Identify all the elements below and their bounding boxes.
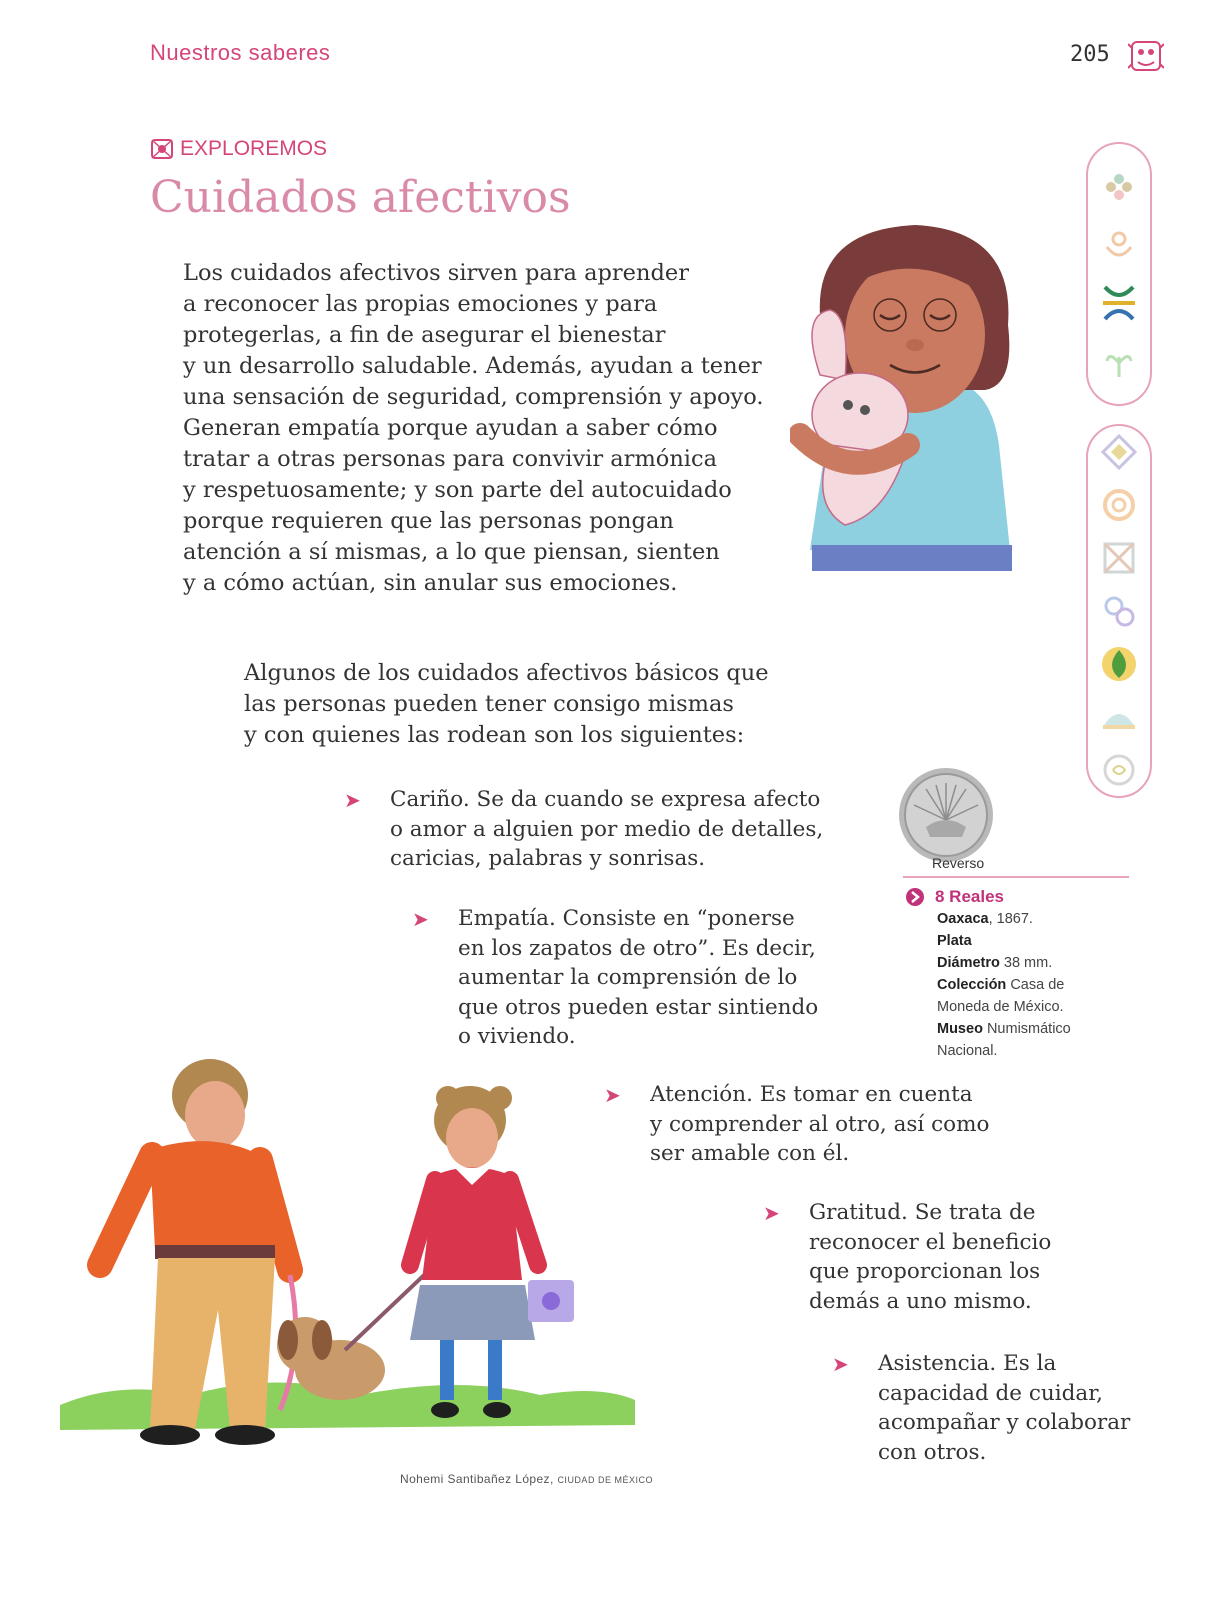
intro-line: porque requieren que las personas pongan (183, 508, 674, 534)
kicker-text: EXPLOREMOS (180, 137, 328, 160)
square-star-icon (1096, 538, 1142, 579)
bullet-arrow-icon: ➤ (604, 1083, 621, 1107)
bullet-arrow-icon: ➤ (412, 907, 429, 931)
list-item-gratitud (763, 1198, 1083, 1316)
leaf-icon (1096, 643, 1142, 684)
spiral-icon (1096, 485, 1142, 526)
item-line: reconocer el beneficio (809, 1229, 1052, 1255)
child-hugging-bunny-illustration (790, 215, 1040, 585)
item-line: caricias, palabras y sonrisas. (390, 846, 706, 871)
circles-icon (1096, 591, 1142, 632)
aztec-glyph-icon (1128, 38, 1164, 74)
item-line: o amor a alguien por medio de detalles, (390, 816, 824, 842)
section-kicker (150, 137, 327, 161)
illustration-credit (400, 1472, 653, 1486)
item-line: en los zapatos de otro”. Es decir, (458, 935, 816, 961)
intro-line: Generan empatía porque ayudan a saber cómo (183, 415, 718, 441)
intro-line: y un desarrollo saludable. Además, ayudan a tener (183, 353, 762, 379)
coin-details (905, 886, 1125, 1062)
intro-line: protegerlas, a fin de asegurar el bienestar (183, 322, 666, 348)
coin-museum-value-2: Nacional. (937, 1043, 998, 1059)
intro-line: tratar a otras personas para convivir armónica (183, 446, 718, 472)
credit-city: CIUDAD DE MÉXICO (557, 1475, 653, 1485)
coin-museum-label: Museo (937, 1021, 983, 1037)
coin-material: Plata (937, 933, 972, 949)
list-item-empatia (412, 904, 832, 1052)
intro-line: una sensación de seguridad, comprensión y apoyo. (183, 384, 764, 410)
item-line: Cariño. Se da cuando se expresa afecto (390, 787, 821, 812)
item-line: y comprender al otro, así como (650, 1111, 990, 1137)
flower-glyph-icon (150, 138, 174, 160)
mound-icon (1096, 696, 1142, 737)
coin-diameter-label: Diámetro (937, 955, 1000, 971)
bullet-arrow-icon: ➤ (344, 788, 361, 812)
running-header: Nuestros saberes (150, 40, 331, 65)
sun-figure-icon (1096, 222, 1142, 268)
coin-image (896, 765, 996, 865)
item-line: aumentar la comprensión de lo (458, 965, 798, 990)
list-item-carino (344, 785, 824, 874)
page-title: Cuidados afectivos (150, 172, 571, 223)
coin-diameter-value: 38 mm. (999, 955, 1053, 971)
lead-line: las personas pueden tener consigo mismas (244, 691, 734, 717)
lead-line: Algunos de los cuidados afectivos básicos que (244, 660, 769, 686)
page-number: 205 (1070, 42, 1110, 67)
coin-museum-value: Numismático (982, 1021, 1071, 1037)
coin-collection-value: Casa de (1006, 977, 1065, 993)
coin-collection-label: Colección (937, 977, 1007, 993)
bullet-arrow-icon: ➤ (832, 1352, 849, 1376)
flower-icon (1096, 164, 1142, 210)
coin-divider (903, 876, 1129, 878)
intertwined-icon (1096, 280, 1142, 326)
intro-line: Los cuidados afectivos sirven para aprender (183, 260, 689, 286)
item-line: con otros. (878, 1439, 987, 1465)
bullet-arrow-icon: ➤ (763, 1201, 780, 1225)
credit-artist: Nohemi Santibañez López, (400, 1472, 558, 1486)
item-line: Asistencia. Es la (878, 1351, 1057, 1376)
coin-collection-value-2: Moneda de México. (937, 999, 1064, 1015)
intro-line: atención a sí mismas, a lo que piensan, sienten (183, 539, 720, 565)
list-item-atencion (604, 1080, 1004, 1169)
item-line: ser amable con él. (650, 1141, 850, 1166)
intro-line: y a cómo actúan, sin anular sus emociones. (183, 570, 678, 596)
sidebar-group-1 (1086, 142, 1152, 406)
item-line: que proporcionan los (809, 1259, 1041, 1284)
sidebar-group-2 (1086, 424, 1152, 798)
coin-name: 8 Reales (935, 887, 1004, 906)
list-item-asistencia (832, 1349, 1162, 1467)
item-line: acompañar y colaborar (878, 1410, 1131, 1435)
item-line: capacidad de cuidar, (878, 1380, 1103, 1406)
item-line: Empatía. Consiste en “ponerse (458, 906, 795, 931)
intro-line: a reconocer las propias emociones y para (183, 291, 658, 317)
family-walking-dog-illustration (60, 1050, 640, 1470)
item-line: demás a uno mismo. (809, 1288, 1032, 1314)
lead-line: y con quienes las rodean son los siguientes: (244, 722, 745, 748)
item-line: Gratitud. Se trata de (809, 1200, 1036, 1225)
coin-caption: Reverso (932, 855, 985, 871)
coin-arrow-icon (905, 887, 925, 907)
coin-place-value: , 1867. (988, 911, 1033, 927)
diamond-icon (1096, 432, 1142, 473)
intro-line: y respetuosamente; y son parte del autocuidado (183, 477, 732, 503)
sprout-figure-icon (1096, 338, 1142, 384)
item-line: que otros pueden estar sintiendo (458, 994, 819, 1020)
lead-paragraph (244, 658, 804, 751)
swirl-icon (1096, 749, 1142, 790)
sidebar-icon-rail (1086, 142, 1152, 798)
item-line: Atención. Es tomar en cuenta (650, 1082, 973, 1107)
intro-paragraph (183, 258, 783, 599)
coin-place-label: Oaxaca (937, 911, 989, 927)
item-line: o viviendo. (458, 1024, 576, 1049)
